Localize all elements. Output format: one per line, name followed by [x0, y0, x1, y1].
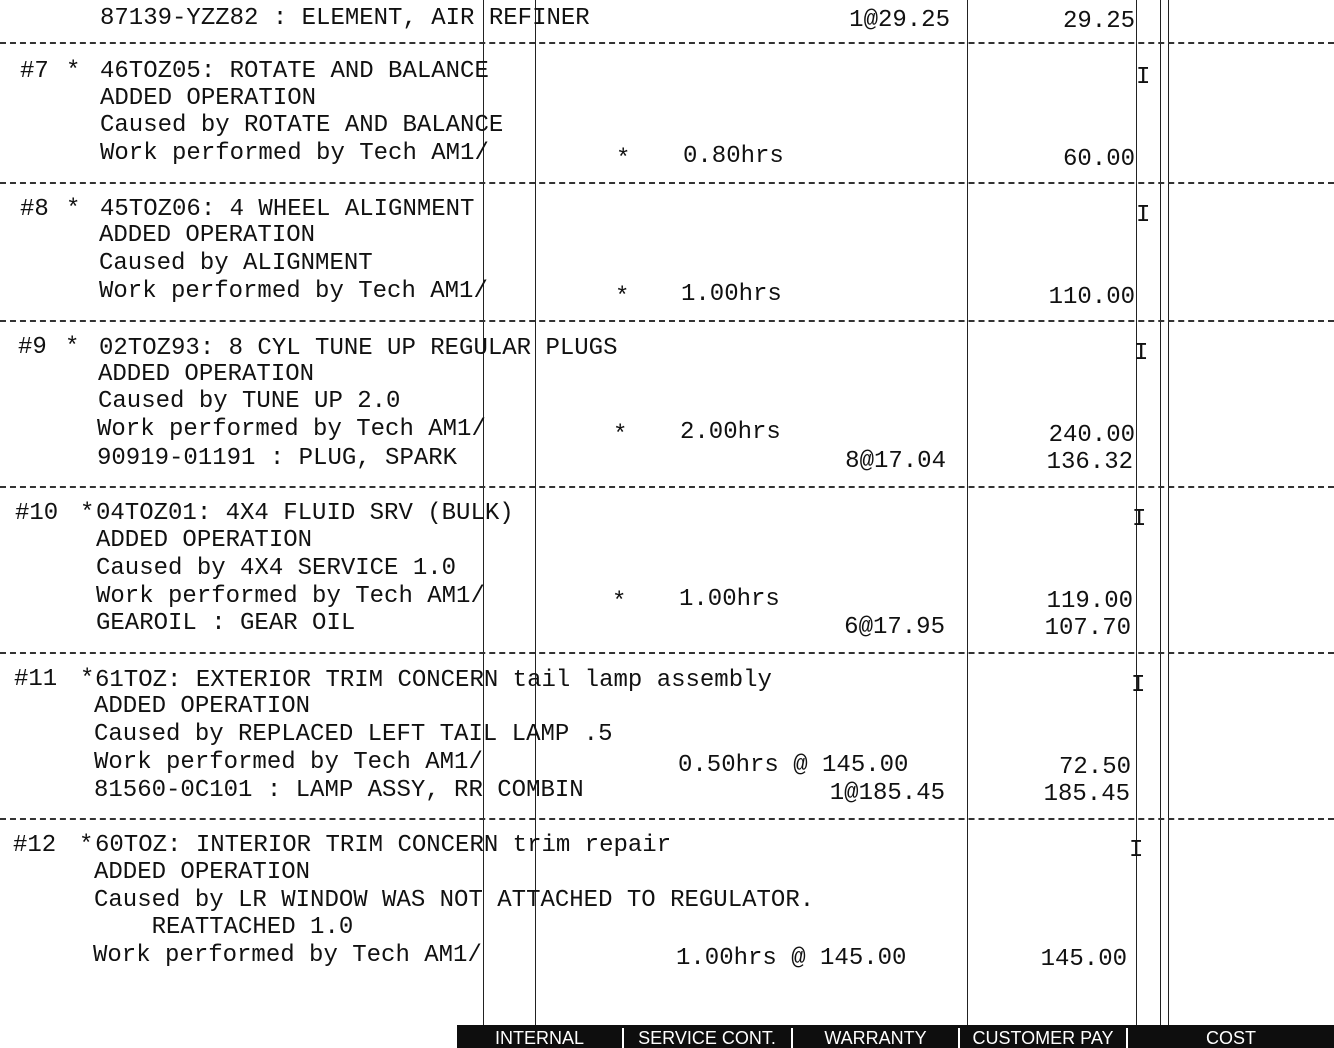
part-line: GEAROIL : GEAR OIL — [96, 610, 356, 637]
operation-line: Caused by REPLACED LEFT TAIL LAMP .5 — [94, 721, 613, 748]
part-amount: 29.25 — [1062, 8, 1135, 35]
operation-line: ADDED OPERATION — [99, 222, 316, 249]
operation-star: * — [66, 196, 81, 223]
footer-customer-pay: CUSTOMER PAY — [972, 1028, 1114, 1048]
operation-line: Caused by 4X4 SERVICE 1.0 — [96, 555, 457, 582]
part-line: 81560-0C101 : LAMP ASSY, RR COMBIN — [94, 777, 584, 804]
part-qty-price: 1@29.25 — [849, 7, 950, 34]
labor-line: Work performed by Tech AM1/ — [93, 942, 482, 969]
separator — [0, 42, 1334, 44]
operation-star: * — [79, 832, 94, 859]
operation-number: #10 — [15, 500, 59, 527]
labor-line: Work performed by Tech AM1/ — [94, 749, 483, 776]
part-description: 87139-YZZ82 : ELEMENT, AIR REFINER — [100, 5, 590, 32]
labor-hours: 1.00hrs — [681, 281, 782, 308]
footer-service-contract: SERVICE CONT. — [638, 1028, 776, 1048]
operation-code-description: 02TOZ93: 8 CYL TUNE UP REGULAR PLUGS — [99, 335, 618, 362]
labor-amount: 72.50 — [1058, 754, 1131, 781]
separator — [0, 652, 1334, 654]
labor-star: * — [613, 422, 628, 449]
operation-line: ADDED OPERATION — [100, 85, 317, 112]
labor-hours: 0.80hrs — [683, 143, 784, 170]
part-qty-price: 1@185.45 — [829, 780, 945, 807]
labor-star: * — [615, 284, 630, 311]
column-rule-2 — [535, 0, 536, 1025]
operation-line: ADDED OPERATION — [96, 527, 313, 554]
part-amount: 107.70 — [1044, 615, 1131, 642]
part-amount: 185.45 — [1043, 781, 1130, 808]
labor-amount: 119.00 — [1046, 588, 1133, 615]
operation-line: Caused by ROTATE AND BALANCE — [100, 112, 504, 139]
operation-code-description: 60TOZ: INTERIOR TRIM CONCERN trim repair — [95, 832, 672, 859]
part-line: 90919-01191 : PLUG, SPARK — [97, 445, 458, 472]
operation-line: Caused by TUNE UP 2.0 — [98, 388, 401, 415]
footer-cost: COST — [1205, 1028, 1256, 1048]
column-rule-5 — [1160, 0, 1161, 1025]
operation-number: #9 — [18, 334, 47, 361]
operation-code-description: 46TOZ05: ROTATE AND BALANCE — [100, 58, 489, 85]
labor-line: Work performed by Tech AM1/ — [100, 140, 489, 167]
operation-line: Caused by LR WINDOW WAS NOT ATTACHED TO REGULATOR. — [94, 887, 815, 914]
labor-hours: 1.00hrs @ 145.00 — [676, 945, 907, 972]
labor-hours: 0.50hrs @ 145.00 — [678, 752, 909, 779]
labor-line: Work performed by Tech AM1/ — [99, 278, 488, 305]
operation-star: * — [65, 334, 80, 361]
operation-flag: I — [1136, 202, 1151, 229]
operation-line: ADDED OPERATION — [94, 859, 311, 886]
operation-flag: I — [1132, 506, 1147, 533]
labor-amount: 240.00 — [1048, 422, 1135, 449]
column-rule-6 — [1168, 0, 1169, 1025]
pay-type-footer — [457, 1025, 1334, 1048]
operation-code-description: 04TOZ01: 4X4 FLUID SRV (BULK) — [96, 500, 514, 527]
footer-internal: INTERNAL — [494, 1028, 584, 1048]
operation-line: ADDED OPERATION — [98, 361, 315, 388]
part-amount: 136.32 — [1046, 449, 1133, 476]
separator — [0, 182, 1334, 184]
operation-number: #11 — [14, 666, 58, 693]
operation-star: * — [66, 58, 81, 85]
operation-star: * — [80, 500, 95, 527]
operation-flag: I — [1129, 837, 1144, 864]
operation-flag: I — [1131, 672, 1146, 699]
labor-star: * — [612, 589, 627, 616]
labor-line: Work performed by Tech AM1/ — [97, 416, 486, 443]
labor-amount: 145.00 — [1040, 946, 1127, 973]
labor-star: * — [616, 146, 631, 173]
operation-flag: I — [1134, 340, 1149, 367]
operation-flag: I — [1136, 64, 1151, 91]
separator — [0, 486, 1334, 488]
operation-line: Caused by ALIGNMENT — [99, 250, 373, 277]
operation-number: #12 — [13, 832, 57, 859]
footer-warranty: WARRANTY — [824, 1028, 927, 1048]
operation-code-description: 45TOZ06: 4 WHEEL ALIGNMENT — [100, 196, 475, 223]
labor-hours: 1.00hrs — [679, 586, 780, 613]
labor-line: Work performed by Tech AM1/ — [96, 583, 485, 610]
operation-line: REATTACHED 1.0 — [94, 914, 354, 941]
column-rule-3 — [967, 0, 968, 1025]
labor-hours: 2.00hrs — [680, 419, 781, 446]
part-qty-price: 6@17.95 — [844, 614, 945, 641]
separator — [0, 320, 1334, 322]
labor-amount: 60.00 — [1062, 146, 1135, 173]
operation-line: ADDED OPERATION — [94, 693, 311, 720]
operation-number: #8 — [20, 196, 49, 223]
operation-number: #7 — [20, 58, 49, 85]
separator — [0, 818, 1334, 820]
operation-code-description: 61TOZ: EXTERIOR TRIM CONCERN tail lamp assembly — [95, 667, 772, 694]
labor-amount: 110.00 — [1048, 284, 1135, 311]
part-qty-price: 8@17.04 — [845, 448, 946, 475]
operation-star: * — [80, 666, 95, 693]
